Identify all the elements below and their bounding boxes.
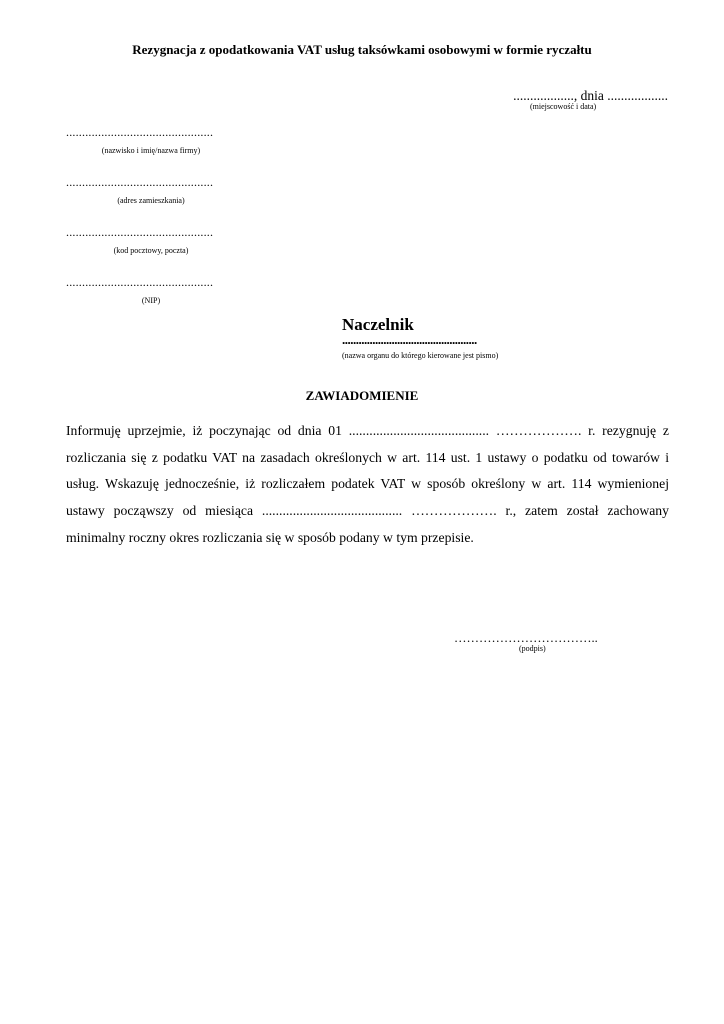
document-title: Rezygnacja z opodatkowania VAT usług taksówkami osobowymi w formie ryczałtu (132, 42, 592, 57)
sender-address-field[interactable]: .............................................. (66, 175, 214, 189)
sender-name-caption: (nazwisko i imię/nazwa firmy) (101, 146, 201, 155)
sender-postal-field[interactable]: .............................................. (66, 225, 214, 239)
signature-field[interactable]: …………………………….. (454, 631, 598, 645)
notice-body: Informuję uprzejmie, iż poczynając od dnia 01 ......................................... ………………. r. rezygnuję z rozliczania się z podatku VAT na zasadach określonych w art. 114 ust. 1 ustawy o podatku od towarów i usług. Wskazuję jednocześnie, iż rozliczałem podatek VAT w sposób określony w art. 114 wymienionej ustawy począwszy od miesiąca ......................................... ………………. r., zatem został zachowany minimalny roczny okres rozliczania się w sposób podany w tym przepisie. (66, 423, 669, 545)
sender-name-field[interactable]: .............................................. (66, 125, 214, 139)
signature-caption: (podpis) (519, 644, 546, 653)
place-date-field[interactable]: .................., dnia .................. (513, 88, 668, 103)
addressee-field[interactable]: ................................................. (342, 332, 477, 347)
sender-postal-caption: (kod pocztowy, poczta) (113, 246, 189, 255)
addressee-title: Naczelnik (342, 315, 414, 334)
addressee-caption: (nazwa organu do którego kierowane jest pismo) (342, 351, 499, 360)
sender-nip-field[interactable]: .............................................. (66, 275, 214, 289)
place-date-caption: (miejscowość i data) (530, 102, 597, 111)
notice-heading: ZAWIADOMIENIE (305, 388, 419, 403)
sender-address-caption: (adres zamieszkania) (117, 196, 185, 205)
sender-nip-caption: (NIP) (141, 296, 161, 305)
